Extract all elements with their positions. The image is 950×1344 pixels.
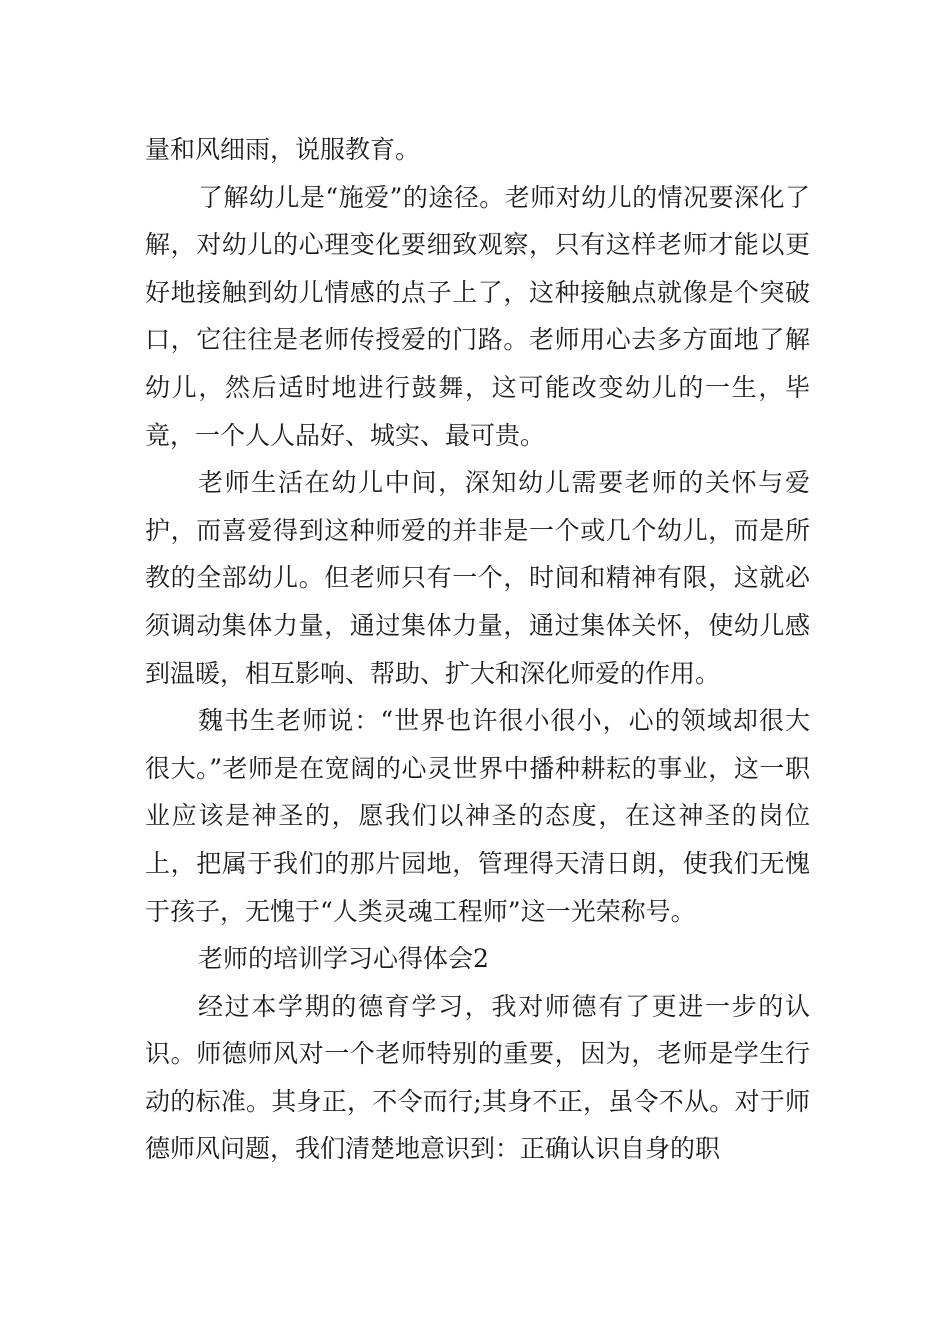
- paragraph-continuation: 量和风细雨，说服教育。: [145, 135, 421, 164]
- document-body: [145, 126, 810, 1173]
- paragraph-wei-shusheng-quote: 魏书生老师说：“世界也许很小很小，心的领域却很大很大。”老师是在宽阔的心灵世界中播种耕耘的事业，这一职业应该是神圣的，愿我们以神圣的态度，在这神圣的岗位上，把属于我们的那片园地，管理得天清日朗，使我们无愧于孩子，无愧于“人类灵魂工程师”这一光荣称号。: [145, 706, 810, 926]
- paragraph-collective-care: 老师生活在幼儿中间，深知幼儿需要老师的关怀与爱护，而喜爱得到这种师爱的并非是一个或几个幼儿，而是所教的全部幼儿。但老师只有一个，时间和精神有限，这就必须调动集体力量，通过集体力量，通过集体关怀，使幼儿感到温暖，相互影响、帮助、扩大和深化师爱的作用。: [145, 468, 810, 688]
- paragraph-understanding-children: 了解幼儿是“施爱”的途径。老师对幼儿的情况要深化了解，对幼儿的心理变化要细致观察，只有这样老师才能以更好地接触到幼儿情感的点子上了，这种接触点就像是个突破口，它往往是老师传授爱的门路。老师用心去多方面地了解幼儿，然后适时地进行鼓舞，这可能改变幼儿的一生，毕竟，一个人人品好、城实、最可贵。: [145, 182, 810, 450]
- section-heading: 老师的培训学习心得体会2: [198, 944, 489, 974]
- paragraph-moral-education: 经过本学期的德育学习，我对师德有了更进一步的认识。师德师风对一个老师特别的重要，因为，老师是学生行动的标准。其身正，不令而行;其身不正，虽令不从。对于师德师风问题，我们清楚地意识到：正确认识自身的职: [145, 991, 810, 1164]
